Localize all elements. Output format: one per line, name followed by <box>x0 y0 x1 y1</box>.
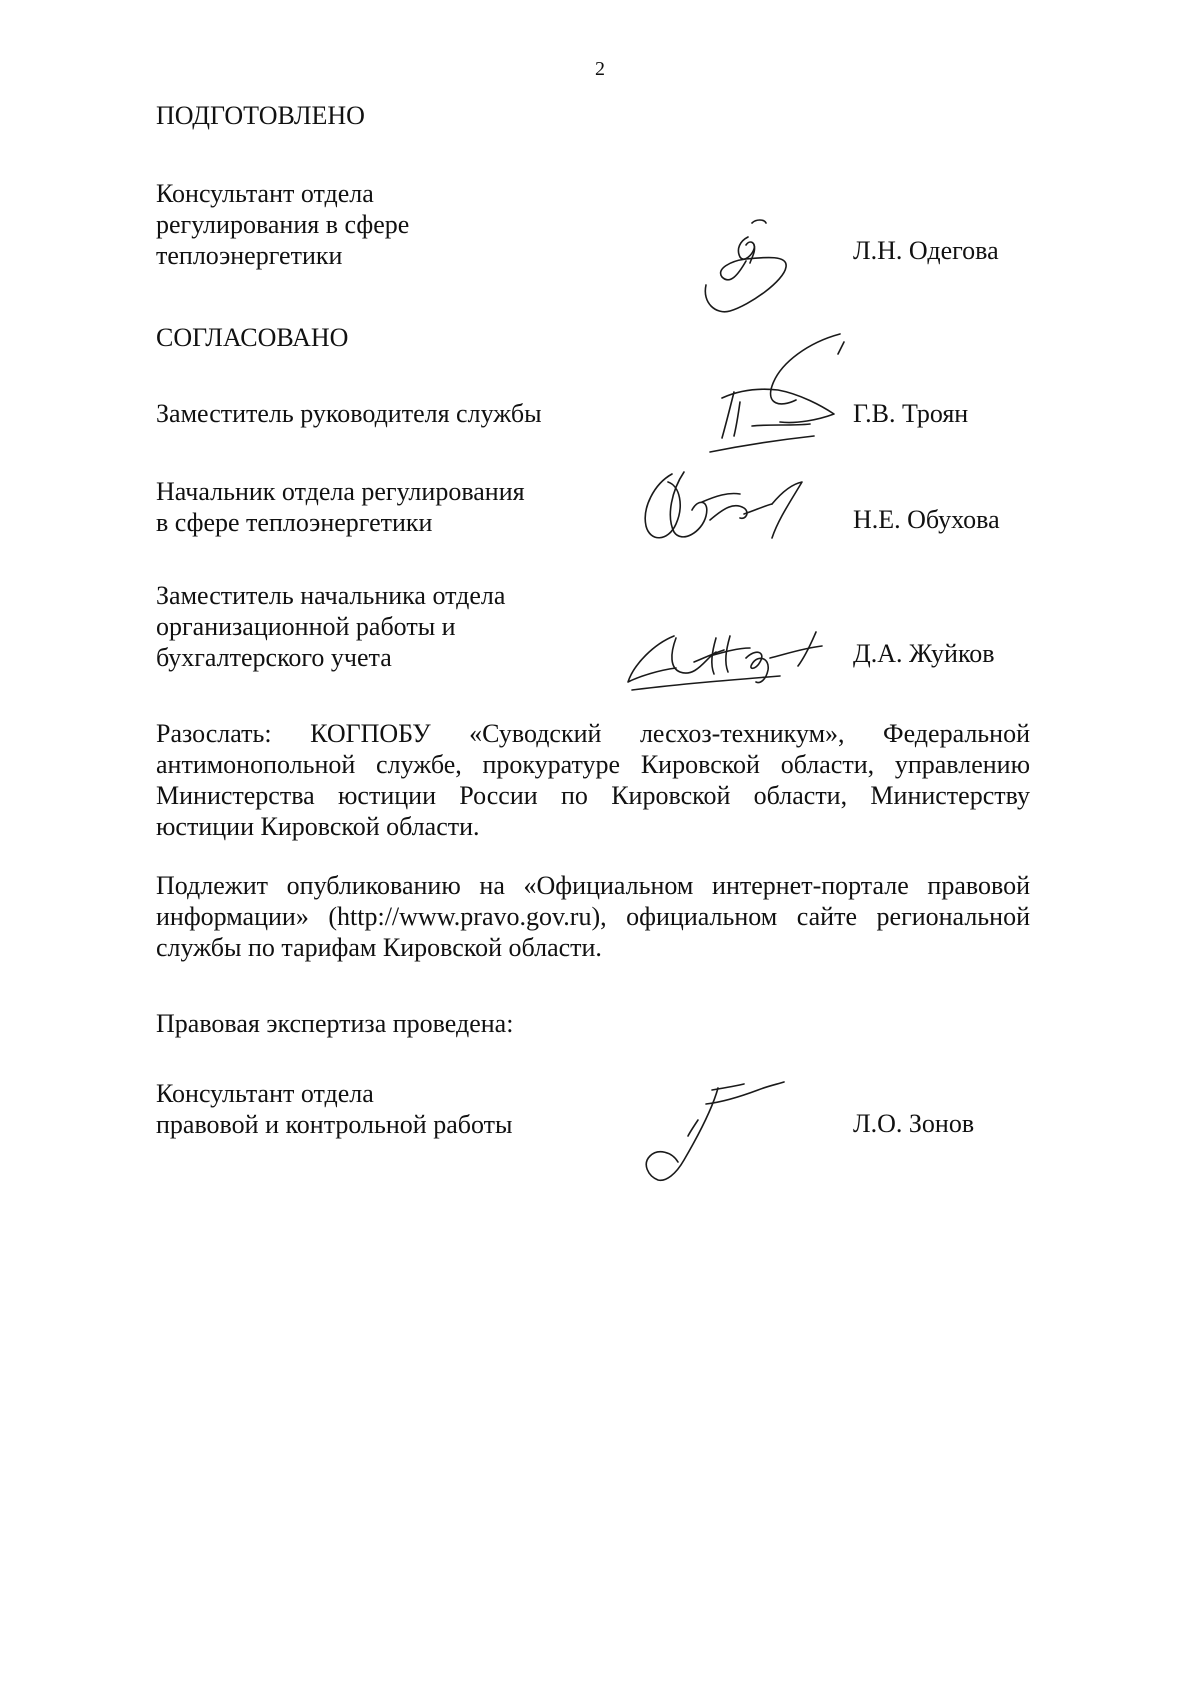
signature-obukhova <box>632 462 812 552</box>
distribution-line: юстиции Кировской области. <box>156 812 480 841</box>
prepared-position <box>156 178 409 271</box>
agreed-heading: СОГЛАСОВАНО <box>156 323 349 352</box>
signature-troyan <box>700 328 850 463</box>
agreed-entry-1-name: Г.В. Троян <box>853 399 969 428</box>
distribution-paragraph <box>156 718 1030 842</box>
position-line: Заместитель начальника отдела <box>156 581 506 610</box>
signature-zhuykov <box>620 618 840 698</box>
legal-review-signer-name: Л.О. Зонов <box>853 1109 975 1138</box>
publication-paragraph <box>156 870 1030 963</box>
position-line: в сфере теплоэнергетики <box>156 508 433 537</box>
position-line: бухгалтерского учета <box>156 643 392 672</box>
prepared-heading: ПОДГОТОВЛЕНО <box>156 101 365 130</box>
position-line: организационной работы и <box>156 612 456 641</box>
agreed-entry-1-position <box>156 398 542 429</box>
position-line: регулирования в сфере <box>156 210 410 239</box>
agreed-entry-3-name: Д.А. Жуйков <box>853 639 995 668</box>
legal-review-position <box>156 1078 512 1140</box>
position-line: Консультант отдела <box>156 1079 374 1108</box>
position-line: Начальник отдела регулирования <box>156 477 525 506</box>
prepared-signer-name: Л.Н. Одегова <box>853 236 999 265</box>
position-line: Консультант отдела <box>156 179 374 208</box>
page-number: 2 <box>595 58 605 80</box>
legal-review-heading: Правовая экспертиза проведена: <box>156 1009 514 1038</box>
agreed-entry-2-position <box>156 476 525 538</box>
position-line: правовой и контрольной работы <box>156 1110 513 1139</box>
position-line: теплоэнергетики <box>156 241 343 270</box>
signature-zonov <box>628 1080 798 1190</box>
publication-line: службы по тарифам Кировской области. <box>156 933 602 962</box>
agreed-entry-3-position <box>156 580 505 673</box>
distribution-line: Разослать: КОГПОБУ «Суводский лесхоз-техникум», Федеральной <box>156 719 1030 748</box>
publication-line: информации» (http://www.pravo.gov.ru), официальном сайте региональной <box>156 902 1030 931</box>
agreed-entry-2-name: Н.Е. Обухова <box>853 505 1000 534</box>
position-line: Заместитель руководителя службы <box>156 399 542 428</box>
publication-line: Подлежит опубликованию на «Официальном интернет-портале правовой <box>156 871 1030 900</box>
distribution-line: антимонопольной службе, прокуратуре Кировской области, управлению <box>156 750 1030 779</box>
signature-odegova <box>690 215 800 315</box>
distribution-line: Министерства юстиции России по Кировской области, Министерству <box>156 781 1030 810</box>
